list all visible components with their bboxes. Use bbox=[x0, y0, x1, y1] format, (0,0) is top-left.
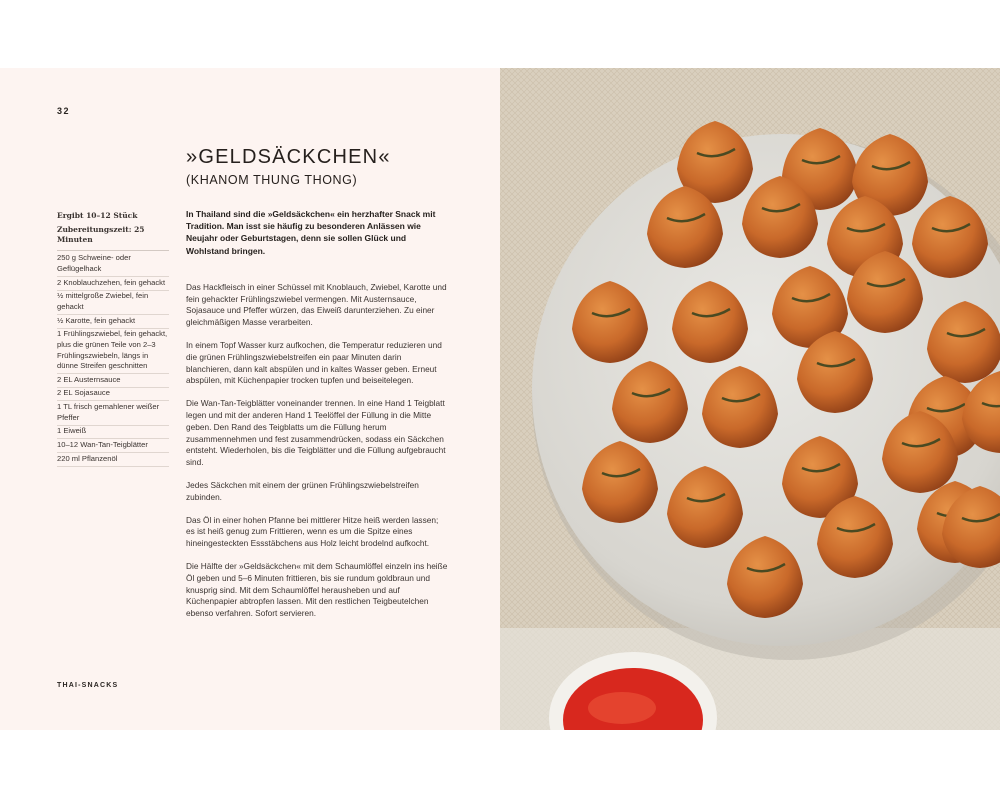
recipe-title: »GELDSÄCKCHEN« bbox=[186, 146, 391, 168]
recipe-body bbox=[186, 208, 448, 631]
sauce-highlight bbox=[588, 692, 656, 724]
recipe-step: Das Öl in einer hohen Pfanne bei mittlerer Hitze heiß werden lassen; es ist heiß genug zum Frittieren, wenn es um die Spitze eines hineingesteckten Essstäbchens aus Holz leicht brodelnd aufkocht. bbox=[186, 514, 439, 549]
ingredient-item: 1 Frühlingszwiebel, fein gehackt, plus die grünen Teile von 2–3 Frühlingszwiebeln, längs in dünne Streifen geschnitten bbox=[57, 329, 169, 374]
ingredient-item: 250 g Schweine- oder Geflügelhack bbox=[57, 253, 169, 277]
page-number: 32 bbox=[57, 106, 71, 116]
recipe-page bbox=[0, 68, 500, 730]
ingredient-item: 2 EL Sojasauce bbox=[57, 388, 169, 402]
section-footer: THAI-SNACKS bbox=[57, 682, 119, 689]
food-photo bbox=[500, 68, 1000, 730]
book-spread bbox=[0, 68, 1000, 730]
recipe-subtitle: (KHANOM THUNG THONG) bbox=[186, 173, 358, 187]
ingredient-item: 10–12 Wan-Tan-Teigblätter bbox=[57, 439, 169, 453]
ingredient-item: 2 EL Austernsauce bbox=[57, 374, 169, 388]
recipe-step: Die Wan-Tan-Teigblätter voneinander trennen. In eine Hand 1 Teigblatt legen und mit der anderen Hand 1 Teelöffel der Füllung in die Mitte geben. Den Rand des Teigblatts um die Füllung herum zusammennehmen und fest zusammendrücken, sodass ein Säckchen entsteht. Wiederholen, bis die Teigblätter und die Füllung aufgebraucht sind. bbox=[186, 398, 446, 468]
recipe-step: In einem Topf Wasser kurz aufkochen, die Temperatur reduzieren und die grünen Frühlingszwiebelstreifen ein paar Minuten darin blanchieren, dann kalt abspülen und in kaltes Wasser geben. Erneut abspülen, mit Küchenpapier trocken tupfen und beiseitelegen. bbox=[186, 340, 442, 386]
ingredient-item: ½ Karotte, fein gehackt bbox=[57, 315, 169, 329]
yield-info: Ergibt 10–12 Stück bbox=[57, 211, 138, 220]
recipe-step: Die Hälfte der »Geldsäckchen« mit dem Schaumlöffel einzeln ins heiße Öl geben und 5–6 Minuten frittieren, bis sie rundum goldbraun und knusprig sind. Mit dem Schaumlöffel herausheben und auf Küchenpapier abtropfen lassen. Mit den restlichen Teigbeutelchen ebenso verfahren. Sofort servieren. bbox=[186, 560, 448, 619]
dumplings-photo bbox=[500, 68, 1000, 730]
prep-time: Zubereitungszeit: 25 Minuten bbox=[57, 225, 169, 251]
ingredient-item: 2 Knoblauchzehen, fein gehackt bbox=[57, 277, 169, 291]
recipe-step: Das Hackfleisch in einer Schüssel mit Knoblauch, Zwiebel, Karotte und fein gehackter Frühlingszwiebel vermengen. Mit Austernsauce, Sojasauce und Pfeffer würzen, das Eiweiß darunterziehen. Zu einer gleichmäßigen Masse verarbeiten. bbox=[186, 281, 447, 328]
recipe-intro: In Thailand sind die »Geldsäckchen« ein herzhafter Snack mit Tradition. Man isst sie häufig zu besonderen Anlässen wie Neujahr oder Geburtstagen, denn sie sollen Glück und Wohlstand bringen. bbox=[186, 209, 436, 256]
ingredient-item: 1 Eiweiß bbox=[57, 426, 169, 440]
recipe-step: Jedes Säckchen mit einem der grünen Frühlingszwiebelstreifen zubinden. bbox=[186, 479, 419, 502]
ingredient-list bbox=[57, 253, 169, 467]
ingredient-item: ½ mittelgroße Zwiebel, fein gehackt bbox=[57, 291, 169, 315]
ingredient-item: 220 ml Pflanzenöl bbox=[57, 453, 169, 467]
ingredient-item: 1 TL frisch gemahlener weißer Pfeffer bbox=[57, 401, 169, 425]
ingredients-sidebar bbox=[57, 211, 169, 467]
